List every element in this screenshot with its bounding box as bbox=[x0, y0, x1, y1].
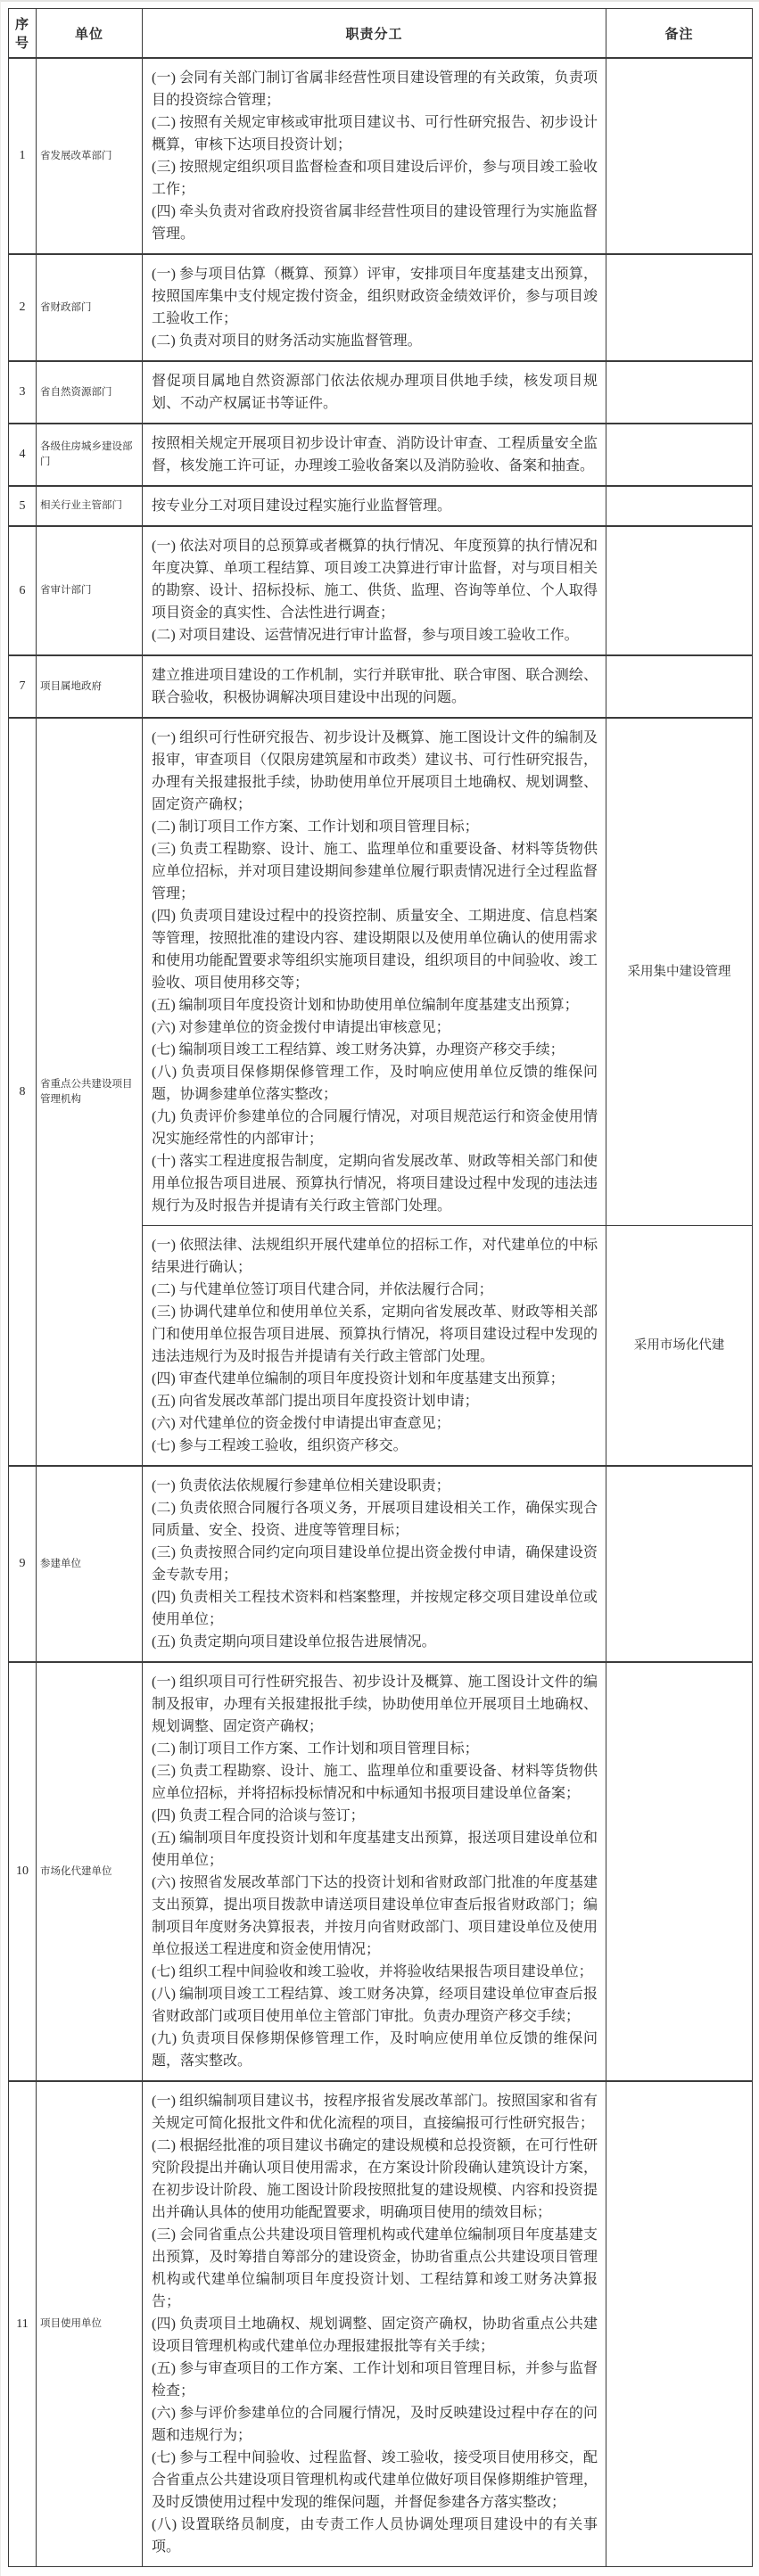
table-row bbox=[9, 2081, 753, 2567]
duty-item: (六) 参与评价参建单位的合同履行情况，及时反映建设过程中存在的问题和违规行为； bbox=[152, 2406, 598, 2443]
remark-cell bbox=[606, 526, 753, 655]
seq-cell: 5 bbox=[9, 486, 37, 526]
duty-cell bbox=[143, 58, 606, 254]
duty-item: (五) 参与审查项目的工作方案、工作计划和项目管理目标，并参与监督检查； bbox=[152, 2361, 598, 2399]
duty-cell bbox=[143, 254, 606, 361]
duty-item: (五) 负责定期向项目建设单位报告进展情况。 bbox=[152, 1634, 436, 1650]
duty-item: 按照相关规定开展项目初步设计审查、消防设计审查、工程质量安全监督，核发施工许可证，办理竣工验收备案以及消防验收、备案和抽查。 bbox=[152, 436, 598, 473]
table-header-row bbox=[9, 9, 753, 59]
remark-cell bbox=[606, 58, 753, 254]
unit-cell: 省审计部门 bbox=[37, 526, 143, 655]
duty-item: (二) 制订项目工作方案、工作计划和项目管理目标； bbox=[152, 819, 479, 835]
unit-cell: 项目属地政府 bbox=[37, 655, 143, 718]
duty-item: (三) 会同省重点公共建设项目管理机构或代建单位编制项目年度基建支出预算，及时筹措自筹部分的建设资金，协助省重点公共建设项目管理机构或代建单位编制项目年度投资计划、工程结算和竣工财务决算报告； bbox=[152, 2227, 598, 2309]
duty-item: (二) 按照有关规定审核或审批项目建议书、可行性研究报告、初步设计概算，审核下达项目投资计划； bbox=[152, 115, 598, 152]
duty-item: (十) 落实工程进度报告制度，定期向省发展改革、财政等相关部门和使用单位报告项目进展、预算执行情况，将项目建设过程中发现的违法违规行为及时报告并提请有关行政主管部门处理。 bbox=[152, 1154, 598, 1214]
remark-cell bbox=[606, 486, 753, 526]
remark-cell bbox=[606, 1466, 753, 1662]
remark-cell bbox=[606, 655, 753, 718]
remark-cell bbox=[606, 1662, 753, 2081]
seq-cell: 6 bbox=[9, 526, 37, 655]
duty-cell bbox=[143, 526, 606, 655]
column-header-duty: 职责分工 bbox=[143, 9, 606, 59]
duty-item: (七) 编制项目竣工工程结算、竣工财务决算，办理资产移交手续； bbox=[152, 1042, 565, 1058]
duty-item: (五) 编制项目年度投资计划和协助使用单位编制年度基建支出预算； bbox=[152, 998, 579, 1013]
duty-item: (二) 制订项目工作方案、工作计划和项目管理目标； bbox=[152, 1741, 479, 1757]
duty-cell bbox=[143, 424, 606, 486]
remark-cell: 采用市场化代建 bbox=[606, 1226, 753, 1467]
responsibility-table bbox=[8, 8, 753, 2567]
duty-item: (一) 会同有关部门制订省属非经营性项目建设管理的有关政策，负责项目的投资综合管理； bbox=[152, 70, 598, 108]
duty-cell bbox=[143, 655, 606, 718]
table-row bbox=[9, 655, 753, 718]
remark-cell bbox=[606, 361, 753, 424]
seq-cell: 9 bbox=[9, 1466, 37, 1662]
unit-cell: 各级住房城乡建设部门 bbox=[37, 424, 143, 486]
seq-cell: 4 bbox=[9, 424, 37, 486]
unit-cell: 省发展改革部门 bbox=[37, 58, 143, 254]
duty-item: (八) 负责项目保修期保修管理工作，及时响应使用单位反馈的维保问题，协调参建单位落实整改； bbox=[152, 1065, 598, 1102]
duty-item: (一) 依法对项目的总预算或者概算的执行情况、年度预算的执行情况和年度决算、单项工程结算、项目竣工决算进行审计监督，对与项目相关的勘察、设计、招标投标、施工、供货、监理、咨询等单位、个人取得项目资金的真实性、合法性进行调查； bbox=[152, 539, 598, 621]
duty-item: (四) 负责项目土地确权、规划调整、固定资产确权，协助省重点公共建设项目管理机构或代建单位办理报建报批等有关手续； bbox=[152, 2317, 598, 2354]
duty-item: 督促项目属地自然资源部门依法依规办理项目供地手续，核发项目规划、不动产权属证书等证件。 bbox=[152, 374, 598, 411]
duty-item: (四) 审查代建单位编制的项目年度投资计划和年度基建支出预算； bbox=[152, 1371, 565, 1387]
seq-cell: 1 bbox=[9, 58, 37, 254]
column-header-seq: 序号 bbox=[9, 9, 37, 59]
duty-item: 按专业分工对项目建设过程实施行业监督管理。 bbox=[152, 498, 452, 514]
duty-item: (六) 按照省发展改革部门下达的投资计划和省财政部门批准的年度基建支出预算，提出项目拨款申请送项目建设单位审查后报省财政部门；编制项目年度财务决算报表，并按月向省财政部门、项目建设单位及使用单位报送工程进度和资金使用情况； bbox=[152, 1875, 598, 1957]
duty-item: (一) 组织可行性研究报告、初步设计及概算、施工图设计文件的编制及报审，审查项目（仅限房建筑屋和市政类）建议书、可行性研究报告，办理有关报建报批手续，协助使用单位开展项目土地确权、规划调整、固定资产确权； bbox=[152, 730, 598, 812]
seq-cell: 2 bbox=[9, 254, 37, 361]
seq-cell: 3 bbox=[9, 361, 37, 424]
remark-cell bbox=[606, 254, 753, 361]
table-row bbox=[9, 718, 753, 1226]
duty-item: (七) 参与工程竣工验收，组织资产移交。 bbox=[152, 1438, 408, 1453]
duty-cell-agent-construction bbox=[143, 1226, 606, 1467]
duty-cell bbox=[143, 486, 606, 526]
duty-item: (四) 负责项目建设过程中的投资控制、质量安全、工期进度、信息档案等管理，按照批准的建设内容、建设期限以及使用单位确认的使用需求和使用功能配置要求等组织实施项目建设，组织项目的中间验收、竣工验收、项目使用移交等； bbox=[152, 909, 598, 991]
duty-item: (一) 组织编制项目建议书，按程序报省发展改革部门。按照国家和省有关规定可简化报批文件和优化流程的项目，直接编报可行性研究报告； bbox=[152, 2094, 598, 2131]
duty-item: (一) 组织项目可行性研究报告、初步设计及概算、施工图设计文件的编制及报审，办理有关报建报批手续，协助使用单位开展项目土地确权、规划调整、固定资产确权； bbox=[152, 1675, 598, 1734]
duty-item: (二) 根据经批准的项目建议书确定的建设规模和总投资额，在可行性研究阶段提出并确认项目使用需求，在方案设计阶段确认建筑设计方案，在初步设计阶段、施工图设计阶段按照批复的建设规模、内容和投资提出并确认具体的使用功能配置要求，明确项目使用的绩效目标； bbox=[152, 2138, 598, 2220]
unit-cell: 参建单位 bbox=[37, 1466, 143, 1662]
duty-item: (七) 组织工程中间验收和竣工验收，并将验收结果报告项目建设单位； bbox=[152, 1964, 593, 1979]
seq-cell: 11 bbox=[9, 2081, 37, 2567]
duty-item: (二) 负责对项目的财务活动实施监督管理。 bbox=[152, 333, 422, 349]
duty-item: (二) 对项目建设、运营情况进行审计监督，参与项目竣工验收工作。 bbox=[152, 628, 579, 643]
table-row bbox=[9, 254, 753, 361]
column-header-remark: 备注 bbox=[606, 9, 753, 59]
duty-item: (四) 牵头负责对省政府投资省属非经营性项目的建设管理行为实施监督管理。 bbox=[152, 204, 598, 242]
duty-item: (一) 负责依法依规履行参建单位相关建设职责； bbox=[152, 1478, 450, 1494]
duty-cell bbox=[143, 2081, 606, 2567]
unit-cell: 相关行业主管部门 bbox=[37, 486, 143, 526]
duty-item: (三) 协调代建单位和使用单位关系，定期向省发展改革、财政等相关部门和使用单位报告项目进展、预算执行情况，将项目建设过程中发现的违法违规行为及时报告并提请有关行政主管部门处理。 bbox=[152, 1304, 598, 1364]
duty-item: (三) 负责工程勘察、设计、施工、监理单位和重要设备、材料等货物供应单位招标，并将招标投标情况和中标通知书报项目建设单位备案； bbox=[152, 1764, 598, 1801]
duty-item: (三) 负责按照合同约定向项目建设单位提出资金拨付申请，确保建设资金专款专用； bbox=[152, 1545, 598, 1583]
seq-cell: 7 bbox=[9, 655, 37, 718]
duty-item: (五) 编制项目年度投资计划和年度基建支出预算，报送项目建设单位和使用单位； bbox=[152, 1831, 598, 1868]
duty-item: (二) 负责依照合同履行各项义务，开展项目建设相关工作，确保实现合同质量、安全、投资、进度等管理目标； bbox=[152, 1501, 598, 1538]
duty-item: (四) 负责工程合同的洽谈与签订； bbox=[152, 1808, 365, 1823]
duty-item: (八) 设置联络员制度，由专责工作人员协调处理项目建设中的有关事项。 bbox=[152, 2517, 598, 2555]
duty-item: (一) 参与项目估算（概算、预算）评审，安排项目年度基建支出预算，按照国库集中支付规定拨付资金，组织财政资金绩效评价，参与项目竣工验收工作； bbox=[152, 267, 598, 326]
seq-cell: 10 bbox=[9, 1662, 37, 2081]
duty-item: (一) 依照法律、法规组织开展代建单位的招标工作，对代建单位的中标结果进行确认； bbox=[152, 1238, 598, 1275]
duty-item: (二) 与代建单位签订项目代建合同，并依法履行合同； bbox=[152, 1282, 493, 1297]
unit-cell: 市场化代建单位 bbox=[37, 1662, 143, 2081]
duty-cell bbox=[143, 361, 606, 424]
seq-cell: 8 bbox=[9, 718, 37, 1466]
remark-cell bbox=[606, 424, 753, 486]
duty-item: (四) 负责相关工程技术资料和档案整理，并按规定移交项目建设单位或使用单位； bbox=[152, 1590, 598, 1627]
column-header-unit: 单位 bbox=[37, 9, 143, 59]
table-row bbox=[9, 58, 753, 254]
duty-item: (三) 按照规定组织项目监督检查和项目建设后评价，参与项目竣工验收工作； bbox=[152, 160, 598, 197]
table-row bbox=[9, 1662, 753, 2081]
duty-cell bbox=[143, 1662, 606, 2081]
table-row bbox=[9, 361, 753, 424]
duty-item: (五) 向省发展改革部门提出项目年度投资计划申请； bbox=[152, 1394, 479, 1409]
unit-cell: 省自然资源部门 bbox=[37, 361, 143, 424]
duty-cell bbox=[143, 1466, 606, 1662]
duty-item: (八) 编制项目竣工工程结算、竣工财务决算，经项目建设单位审查后报省财政部门或项目使用单位主管部门审批。负责办理资产移交手续； bbox=[152, 1987, 598, 2024]
table-row bbox=[9, 486, 753, 526]
remark-cell bbox=[606, 2081, 753, 2567]
remark-cell: 采用集中建设管理 bbox=[606, 718, 753, 1226]
duty-item: (六) 对参建单位的资金拨付申请提出审核意见； bbox=[152, 1020, 450, 1035]
duty-cell-centralized bbox=[143, 718, 606, 1226]
duty-item: (三) 负责工程勘察、设计、施工、监理单位和重要设备、材料等货物供应单位招标，并对项目建设期间参建单位履行职责情况进行全过程监督管理； bbox=[152, 842, 598, 901]
table-row bbox=[9, 1466, 753, 1662]
unit-cell: 省财政部门 bbox=[37, 254, 143, 361]
duty-item: (六) 对代建单位的资金拨付申请提出审查意见； bbox=[152, 1416, 450, 1431]
duty-item: 建立推进项目建设的工作机制，实行并联审批、联合审图、联合测绘、联合验收，积极协调解决项目建设中出现的问题。 bbox=[152, 668, 598, 705]
duty-item: (七) 参与工程中间验收、过程监督、竣工验收，接受项目使用移交，配合省重点公共建设项目管理机构或代建单位做好项目保修期维护管理，及时反馈使用过程中发现的维保问题，并督促参建各方落实整改； bbox=[152, 2450, 598, 2510]
duty-item: (九) 负责项目保修期保修管理工作，及时响应使用单位反馈的维保问题，落实整改。 bbox=[152, 2031, 598, 2069]
unit-cell: 项目使用单位 bbox=[37, 2081, 143, 2567]
duty-item: (九) 负责评价参建单位的合同履行情况，对项目规范运行和资金使用情况实施经常性的内部审计； bbox=[152, 1109, 598, 1147]
table-row bbox=[9, 424, 753, 486]
table-row bbox=[9, 526, 753, 655]
unit-cell: 省重点公共建设项目管理机构 bbox=[37, 718, 143, 1466]
